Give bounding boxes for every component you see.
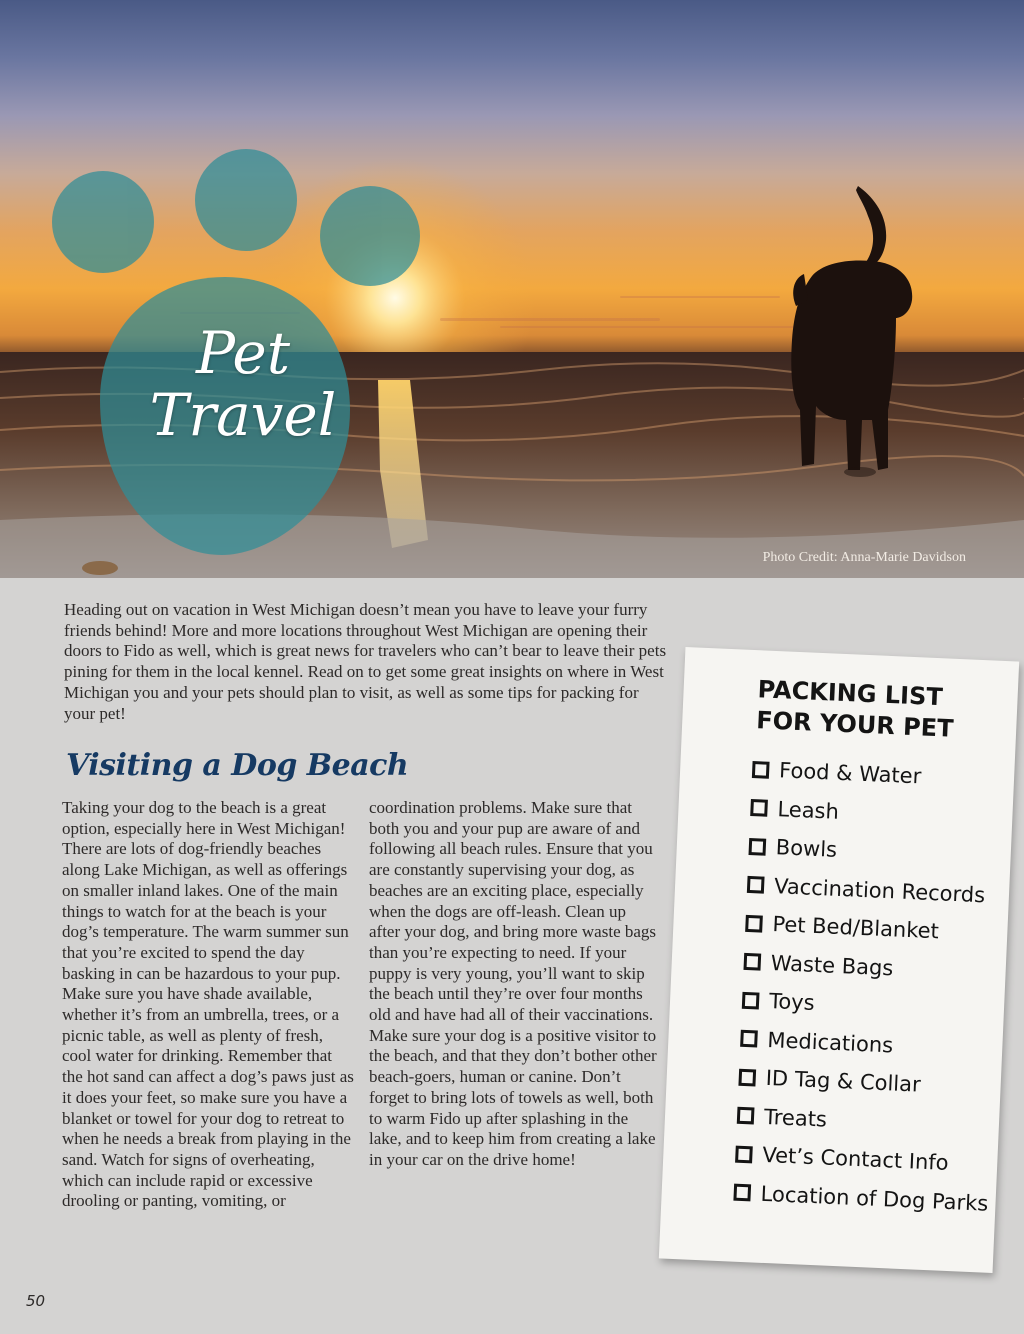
checklist-item-label: Location of Dog Parks xyxy=(760,1181,989,1216)
checkbox-icon[interactable] xyxy=(752,761,770,779)
checklist-item-label: Food & Water xyxy=(778,758,922,789)
checkbox-icon[interactable] xyxy=(745,915,763,933)
photo-credit: Photo Credit: Anna-Marie Davidson xyxy=(762,550,966,565)
checklist-item-label: Medications xyxy=(766,1027,894,1058)
body-column-2: coordination problems. Make sure that both you and your pup are aware of and following all beach rules. Ensure that you are constantly supervising your dog, as beaches are an exciting place, especially when the dogs are off-leash. Clean up after your dog, and bring more waste bags than you’re expecting to need. If your puppy is very young, you’ll want to skip the beach until they’re over four months old and have had all of their vaccinations. Make sure your dog is a positive visitor to the beach, and that they don’t bother other beach-goers, human or canine. Don’t forget to bring lots of towels as well, both to warm Fido up after splashing in the lake, and to keep him from creating a lake in your car on the drive home! xyxy=(369,798,657,1169)
title-line-pet: Pet xyxy=(195,319,291,387)
checkbox-icon[interactable] xyxy=(738,1068,756,1086)
page-title xyxy=(143,319,343,449)
checkbox-icon[interactable] xyxy=(733,1184,751,1202)
rock xyxy=(82,561,118,575)
checkbox-icon[interactable] xyxy=(742,992,760,1010)
checklist-item-label: Leash xyxy=(777,796,840,824)
checklist-item-label: Waste Bags xyxy=(770,950,894,981)
beach-sunset-photo xyxy=(0,0,1024,578)
checklist-item-label: Vet’s Contact Info xyxy=(761,1143,950,1176)
checklist-item-label: Bowls xyxy=(775,835,838,863)
checklist-item-label: Vaccination Records xyxy=(773,873,986,908)
checkbox-icon[interactable] xyxy=(750,799,768,817)
packing-list-card xyxy=(659,647,1019,1273)
checkbox-icon[interactable] xyxy=(737,1107,755,1125)
checkbox-icon[interactable] xyxy=(749,838,767,856)
checkbox-icon[interactable] xyxy=(735,1145,753,1163)
hero-photo xyxy=(0,0,1024,578)
checkbox-icon[interactable] xyxy=(747,876,765,894)
title-line-travel: Travel xyxy=(149,381,337,449)
checklist-item-label: ID Tag & Collar xyxy=(765,1066,922,1097)
checklist-item-label: Treats xyxy=(763,1104,828,1132)
body-column-1: Taking your dog to the beach is a great option, especially here in West Michigan! There are lots of dog-friendly beaches along Lake Michigan, as well as offerings on smaller inland lakes. One of the main things to watch for at the beach is your dog’s temperature. The warm summer sun that you’re excited to spend the day basking in can be hazardous to your pup. Make sure you have shade available, whether it’s from an umbrella, trees, or a picnic table, as well as plenty of fresh, cool water for drinking. Remember that the hot sand can affect a dog’s paws just as it does your feet, so make sure you have a blanket or towel for your dog to retreat to when he needs a break from playing in the sand. Watch for signs of overheating, which can include rapid or excessive drooling or panting, vomiting, or xyxy=(62,798,354,1211)
packing-list-title: PACKING LIST FOR YOUR PET xyxy=(755,675,955,743)
checkbox-icon[interactable] xyxy=(740,1030,758,1048)
checklist-item-label: Pet Bed/Blanket xyxy=(771,912,940,944)
intro-paragraph: Heading out on vacation in West Michigan doesn’t mean you have to leave your furry friends behind! More and more locations throughout West Michigan are opening their doors to Fido as well, which is great news for travelers who can’t bear to leave their pets pining for them in the local kennel. Read on to get some great insights on where in West Michigan you and your pets should plan to visit, as well as some tips for packing for your pet! xyxy=(64,600,667,723)
checkbox-icon[interactable] xyxy=(743,953,761,971)
checklist-item-label: Toys xyxy=(768,989,816,1016)
page-number: 50 xyxy=(26,1292,46,1310)
section-heading: Visiting a Dog Beach xyxy=(66,748,409,783)
packing-checklist xyxy=(733,750,1008,1223)
